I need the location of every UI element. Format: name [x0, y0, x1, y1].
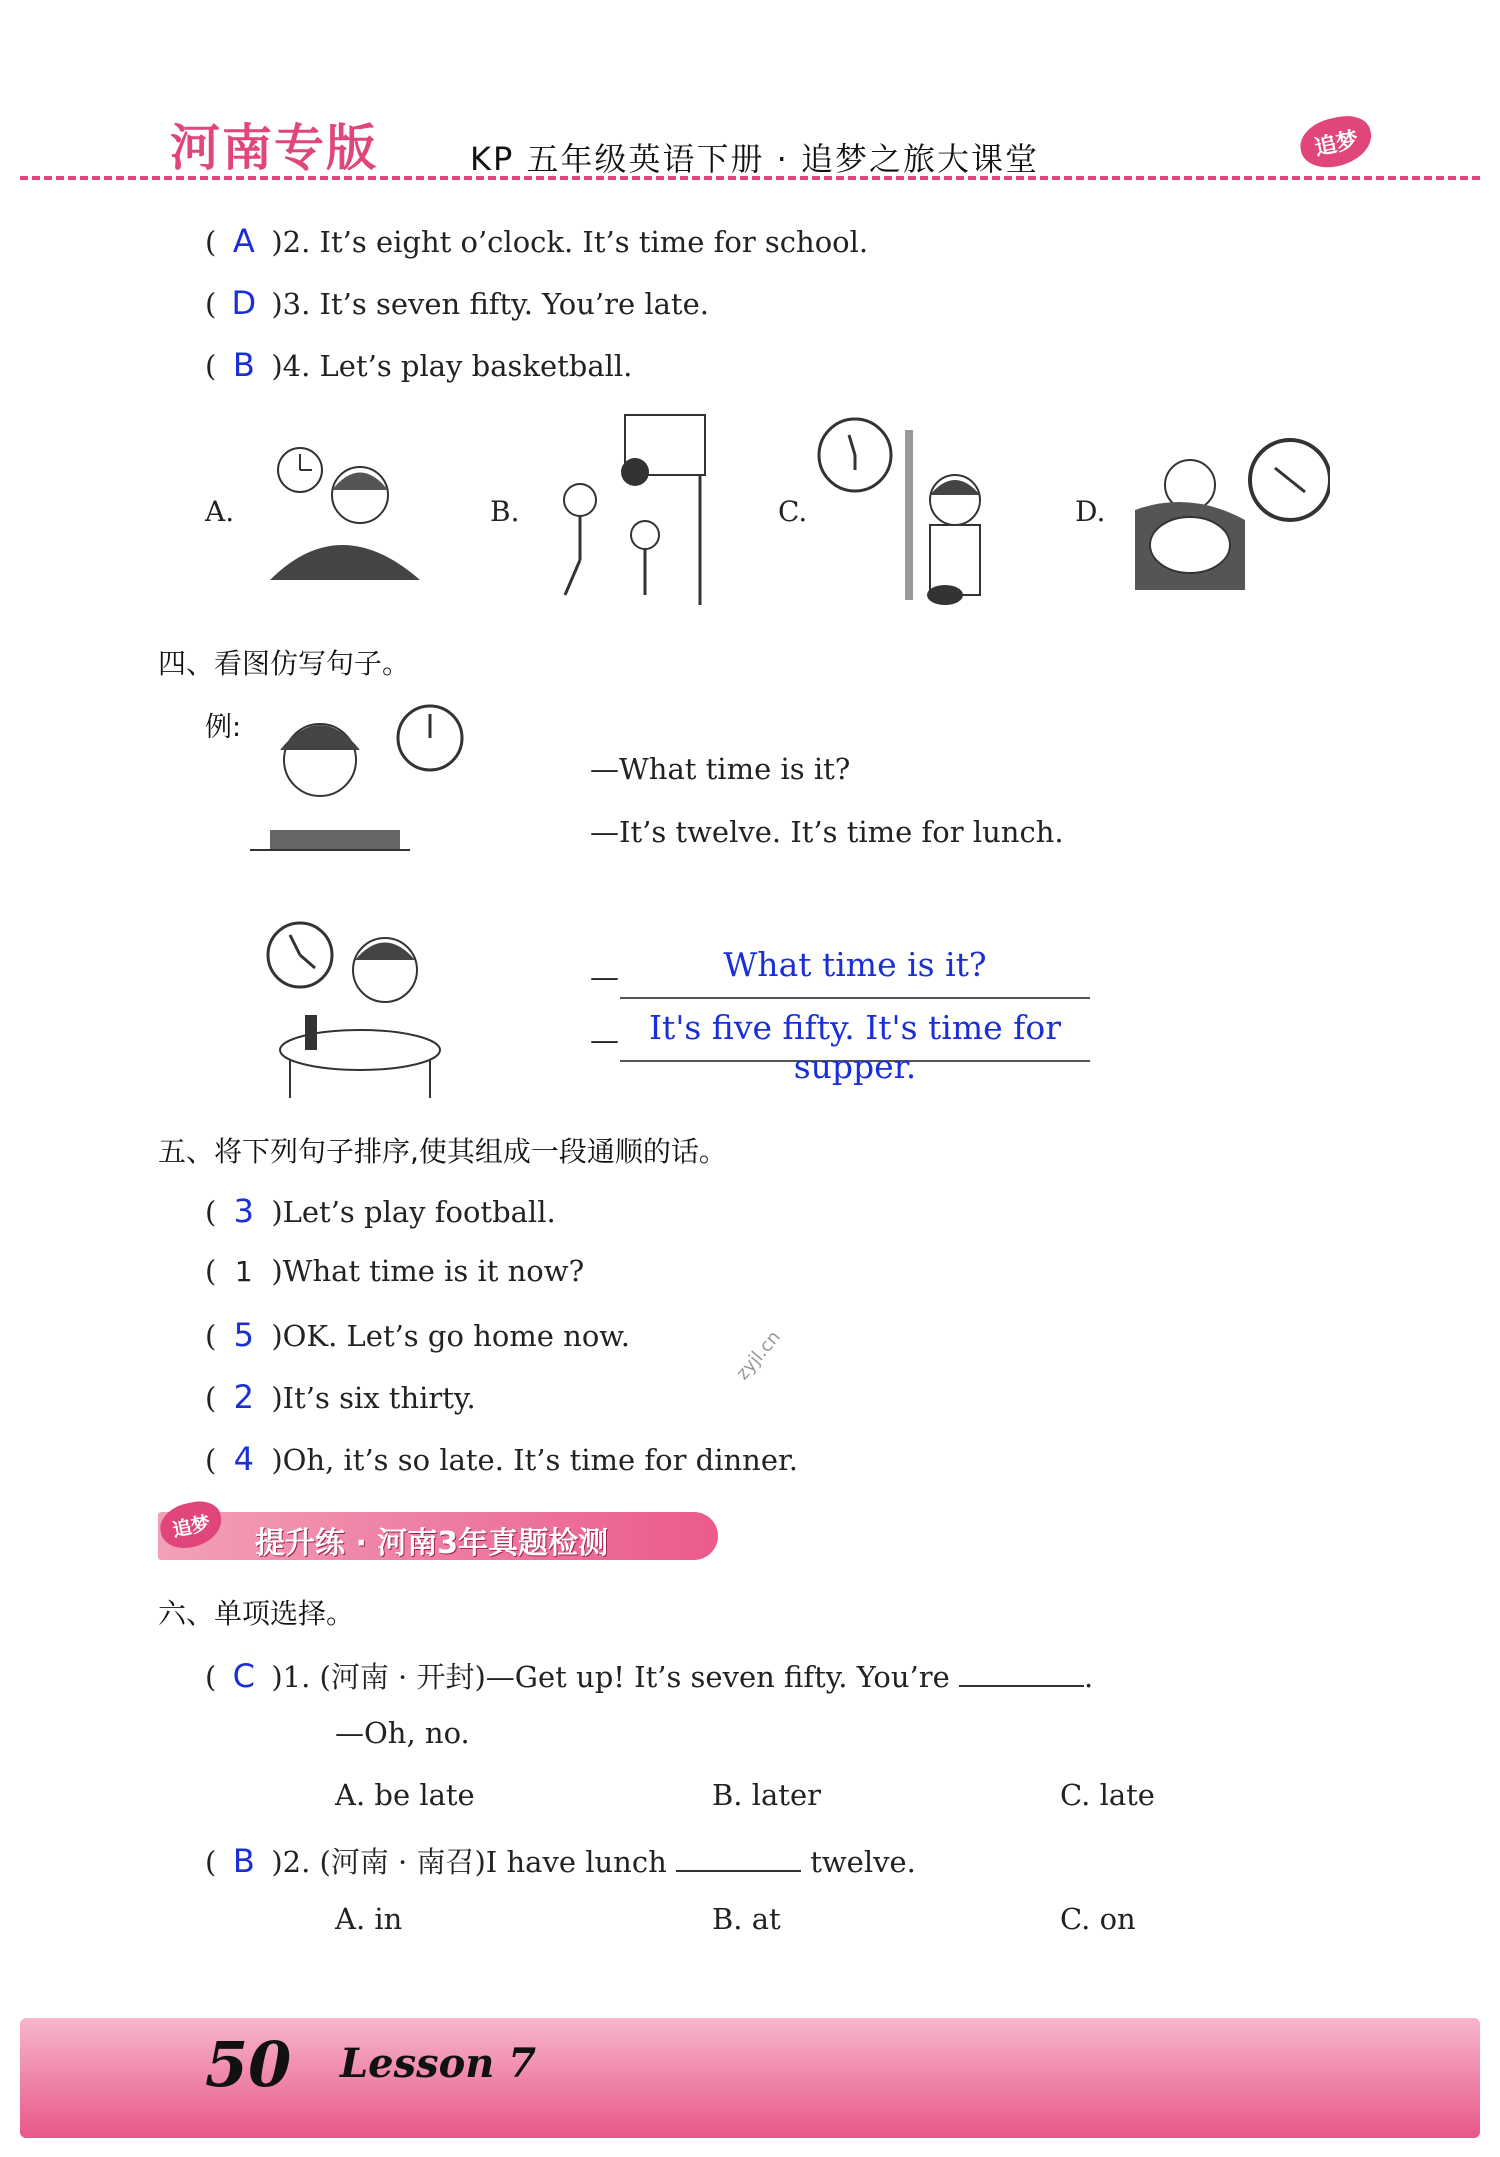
- item-text: )Let’s play football.: [271, 1195, 556, 1229]
- picture-label-c: C.: [778, 495, 808, 528]
- item-text: )OK. Let’s go home now.: [271, 1319, 630, 1353]
- answer: 3: [233, 1192, 254, 1230]
- option: C. on: [1060, 1902, 1136, 1936]
- boy-waking-clock-icon: [1130, 430, 1330, 600]
- lesson-label: Lesson 7: [340, 2040, 537, 2087]
- header-divider: [20, 176, 1480, 180]
- option: B. later: [712, 1778, 821, 1812]
- boys-basketball-icon: [535, 410, 715, 610]
- answer-question-line: [620, 945, 1090, 999]
- picture-label-a: A.: [205, 495, 235, 528]
- ordering-item: ( 2 )It’s six thirty.: [205, 1378, 476, 1416]
- option: C. late: [1060, 1778, 1155, 1812]
- ordering-item: ( 1 )What time is it now?: [205, 1254, 585, 1288]
- answer: C: [232, 1657, 255, 1695]
- item-text: )3. It’s seven fifty. You’re late.: [271, 287, 709, 321]
- boy-eating-lunch-icon: [250, 700, 470, 870]
- section5-title: 五、将下列句子排序,使其组成一段通顺的话。: [158, 1135, 727, 1168]
- question-text: )1. (河南 · 开封)—Get up! It’s seven fifty. You’re: [271, 1660, 950, 1694]
- banner-text: 提升练 · 河南3年真题检测: [255, 1526, 609, 1561]
- logo-mark: 追梦: [1296, 111, 1376, 173]
- dash: —: [590, 960, 619, 994]
- boy-with-bag-clock-icon: [815, 410, 1015, 610]
- matching-item: ( A )2. It’s eight o’clock. It’s time for school.: [205, 222, 869, 260]
- question-end: .: [1083, 1660, 1094, 1694]
- item-text: )What time is it now?: [271, 1254, 585, 1288]
- answer: B: [232, 346, 255, 384]
- answer: 4: [233, 1440, 254, 1478]
- boy-eating-supper-icon: [265, 920, 445, 1100]
- option: A. be late: [335, 1778, 475, 1812]
- reply-text: —Oh, no.: [335, 1716, 470, 1750]
- answer: A: [232, 222, 255, 260]
- answer-sentence: It's five fifty. It's time for supper.: [649, 1008, 1061, 1086]
- blank: [676, 1844, 801, 1872]
- answer: 2: [233, 1378, 254, 1416]
- answer: D: [231, 284, 257, 322]
- choice-question-1: ( C )1. (河南 · 开封)—Get up! It’s seven fifty. You’re .: [205, 1657, 1094, 1695]
- girl-with-clock-icon: [250, 440, 430, 585]
- blank: [959, 1659, 1084, 1687]
- ordering-item: ( 3 )Let’s play football.: [205, 1192, 556, 1230]
- ordering-item: ( 4 )Oh, it’s so late. It’s time for dinner.: [205, 1440, 798, 1478]
- item-text: )4. Let’s play basketball.: [271, 349, 633, 383]
- example-answer: —It’s twelve. It’s time for lunch.: [590, 815, 1064, 849]
- option: A. in: [335, 1902, 403, 1936]
- example-question: —What time is it?: [590, 752, 851, 786]
- answer: 1: [234, 1255, 253, 1288]
- question-text: )2. (河南 · 南召)I have lunch: [271, 1845, 667, 1879]
- picture-label-b: B.: [490, 495, 520, 528]
- answer: B: [232, 1842, 255, 1880]
- banner-logo: 追梦: [156, 1497, 226, 1553]
- option: B. at: [712, 1902, 781, 1936]
- item-text: )Oh, it’s so late. It’s time for dinner.: [271, 1443, 798, 1477]
- header-brand: 河南专版: [170, 119, 378, 177]
- dash: —: [590, 1023, 619, 1057]
- header-title: KP 五年级英语下册 · 追梦之旅大课堂: [470, 140, 1039, 178]
- choice-question-2: ( B )2. (河南 · 南召)I have lunch twelve.: [205, 1842, 916, 1880]
- answer: 5: [233, 1316, 254, 1354]
- item-text: )2. It’s eight o’clock. It’s time for school.: [271, 225, 869, 259]
- watermark: zyjl.cn: [732, 1326, 785, 1385]
- question-end: twelve.: [810, 1845, 916, 1879]
- matching-item: ( B )4. Let’s play basketball.: [205, 346, 633, 384]
- page-number: 50: [205, 2028, 292, 2101]
- answer-sentence-line: [620, 1008, 1090, 1086]
- answer-question: What time is it?: [723, 945, 987, 984]
- example-label: 例:: [205, 712, 242, 743]
- section4-title: 四、看图仿写句子。: [158, 647, 411, 680]
- section6-title: 六、单项选择。: [158, 1597, 355, 1630]
- ordering-item: ( 5 )OK. Let’s go home now.: [205, 1316, 630, 1354]
- item-text: )It’s six thirty.: [271, 1381, 476, 1415]
- matching-item: ( D )3. It’s seven fifty. You’re late.: [205, 284, 709, 322]
- picture-label-d: D.: [1075, 495, 1106, 528]
